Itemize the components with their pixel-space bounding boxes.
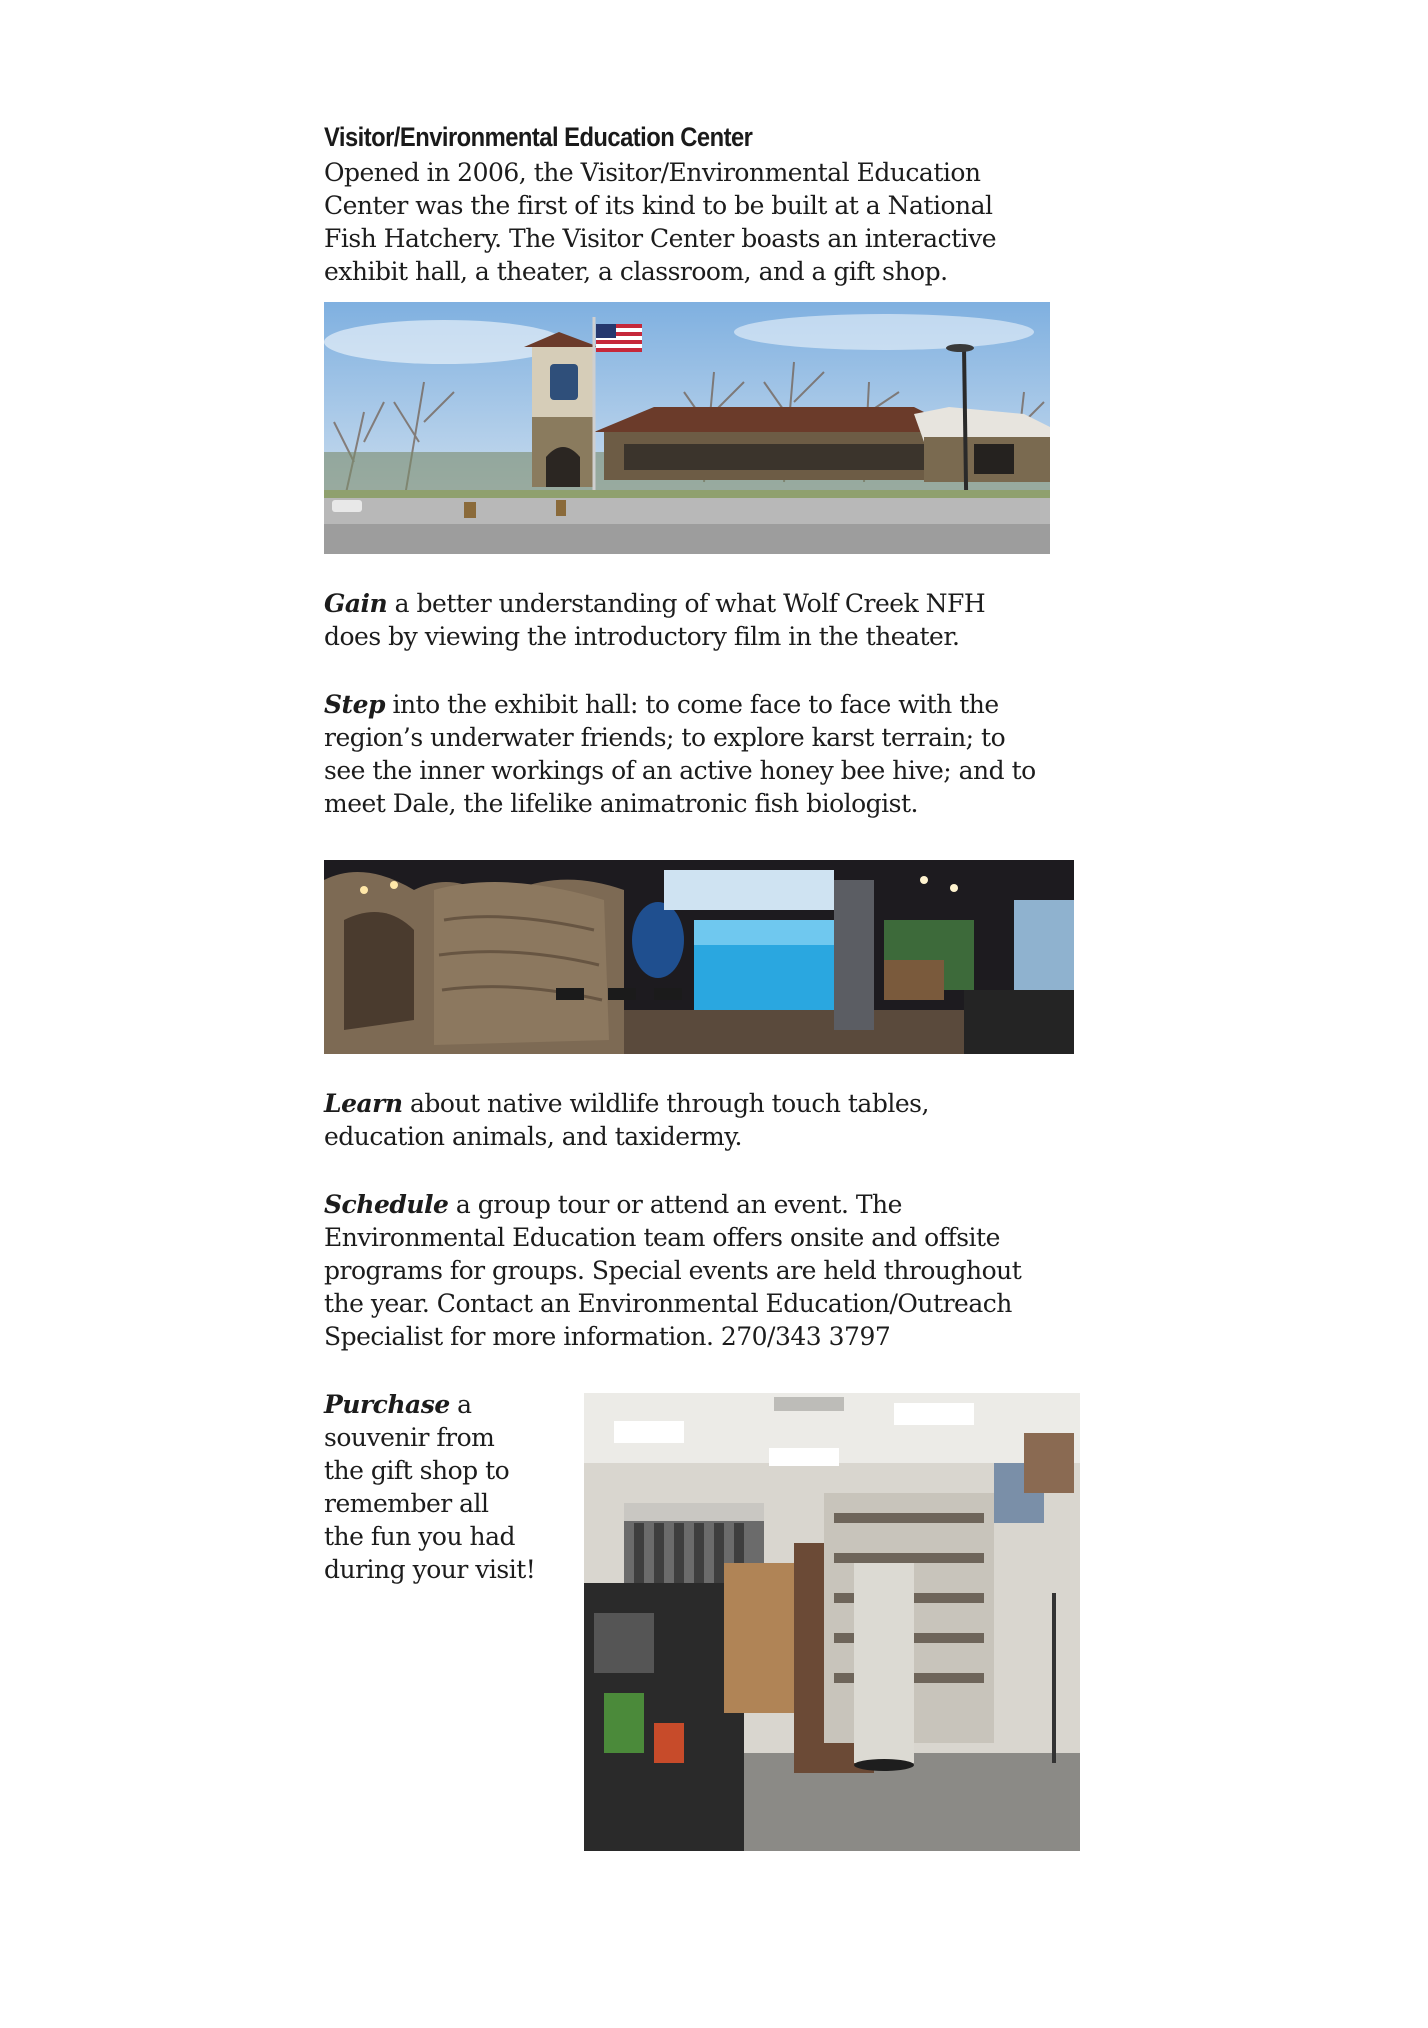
purchase-line bbox=[324, 1388, 535, 1421]
purchase-line: during your visit! bbox=[324, 1555, 536, 1584]
purchase-line: the fun you had bbox=[324, 1522, 516, 1551]
schedule-text: a group tour or attend an event. The bbox=[448, 1190, 902, 1219]
schedule-keyword: Schedule bbox=[324, 1190, 449, 1219]
gain-paragraph bbox=[324, 587, 985, 653]
step-keyword: Step bbox=[324, 690, 385, 719]
gift-shop-photo bbox=[584, 1393, 1080, 1851]
intro-paragraph bbox=[324, 156, 996, 288]
purchase-line: souvenir from bbox=[324, 1423, 495, 1452]
gain-line bbox=[324, 587, 985, 620]
gain-text: a better understanding of what Wolf Creek NFH bbox=[387, 589, 986, 618]
learn-keyword: Learn bbox=[324, 1089, 403, 1118]
step-paragraph bbox=[324, 688, 1036, 820]
intro-line: Opened in 2006, the Visitor/Environmental Education bbox=[324, 158, 981, 187]
visitor-center-photo bbox=[324, 302, 1050, 554]
learn-line bbox=[324, 1087, 929, 1120]
purchase-line: remember all bbox=[324, 1489, 489, 1518]
purchase-line: the gift shop to bbox=[324, 1456, 510, 1485]
purchase-text: a bbox=[449, 1390, 472, 1419]
purchase-paragraph bbox=[324, 1388, 535, 1586]
exhibit-hall-photo bbox=[324, 860, 1074, 1054]
gain-line: does by viewing the introductory film in the theater. bbox=[324, 622, 960, 651]
schedule-line: the year. Contact an Environmental Education/Outreach bbox=[324, 1289, 1012, 1318]
purchase-keyword: Purchase bbox=[324, 1390, 450, 1419]
intro-line: Center was the first of its kind to be built at a National bbox=[324, 191, 993, 220]
learn-line: education animals, and taxidermy. bbox=[324, 1122, 742, 1151]
schedule-paragraph bbox=[324, 1188, 1021, 1353]
schedule-line bbox=[324, 1188, 1021, 1221]
section-heading: Visitor/Environmental Education Center bbox=[324, 122, 753, 152]
learn-paragraph bbox=[324, 1087, 929, 1153]
step-line: meet Dale, the lifelike animatronic fish biologist. bbox=[324, 789, 918, 818]
step-text: into the exhibit hall: to come face to face with the bbox=[385, 690, 999, 719]
schedule-line: programs for groups. Special events are held throughout bbox=[324, 1256, 1022, 1285]
intro-line: Fish Hatchery. The Visitor Center boasts an interactive bbox=[324, 224, 997, 253]
intro-line: exhibit hall, a theater, a classroom, and a gift shop. bbox=[324, 257, 948, 286]
schedule-line: Specialist for more information. 270/343 3797 bbox=[324, 1322, 891, 1351]
step-line: see the inner workings of an active honey bee hive; and to bbox=[324, 756, 1036, 785]
step-line: region’s underwater friends; to explore karst terrain; to bbox=[324, 723, 1006, 752]
schedule-line: Environmental Education team offers onsite and offsite bbox=[324, 1223, 1000, 1252]
step-line bbox=[324, 688, 1036, 721]
gain-keyword: Gain bbox=[324, 589, 388, 618]
learn-text: about native wildlife through touch tables, bbox=[402, 1089, 929, 1118]
